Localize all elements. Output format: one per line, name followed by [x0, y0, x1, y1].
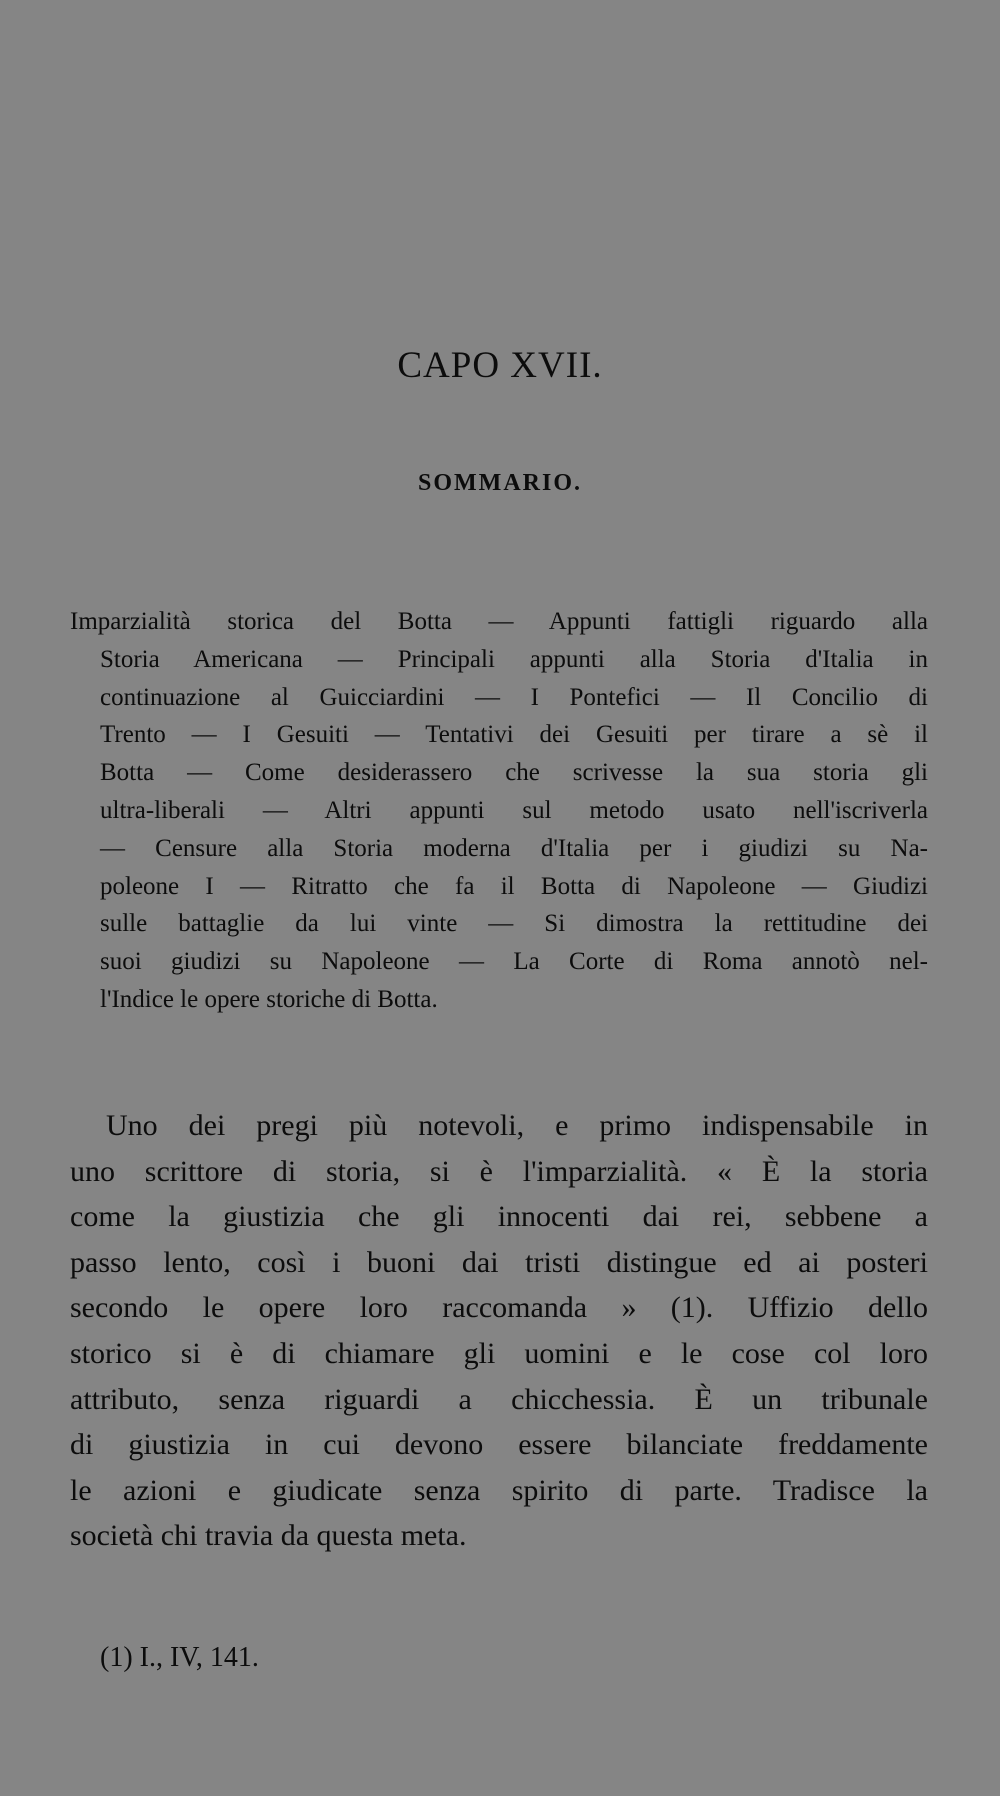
summary-line: Botta — Come desiderassero che scrivesse la sua storia gli — [100, 759, 928, 787]
summary-line: — Censure alla Storia moderna d'Italia per i giudizi su Na- — [100, 834, 928, 862]
body-line: società chi travia da questa meta. — [70, 1519, 467, 1553]
chapter-title: CAPO XVII. — [397, 345, 603, 386]
summary-line: poleone I — Ritratto che fa il Botta di Napoleone — Giudizi — [100, 872, 928, 900]
body-line: uno scrittore di storia, si è l'imparzialità. « È la storia — [70, 1154, 928, 1188]
summary-line: sulle battaglie da lui vinte — Si dimostra la rettitudine dei — [100, 910, 928, 938]
summary-line: suoi giudizi su Napoleone — La Corte di Roma annotò nel- — [100, 948, 928, 976]
summary-line: Imparzialità storica del Botta — Appunti fattigli riguardo alla — [70, 608, 928, 635]
body-line: storico si è di chiamare gli uomini e le cose col loro — [70, 1336, 928, 1370]
summary-line: Storia Americana — Principali appunti alla Storia d'Italia in — [100, 645, 928, 673]
summary-line: Trento — I Gesuiti — Tentativi dei Gesuiti per tirare a sè il — [100, 721, 928, 749]
footnote: (1) I., IV, 141. — [100, 1642, 259, 1673]
summary-paragraph — [70, 603, 928, 1019]
body-line: di giustizia in cui devono essere bilanciate freddamente — [70, 1428, 928, 1462]
body-line: attributo, senza riguardi a chicchessia. È un tribunale — [70, 1382, 928, 1416]
body-line: Uno dei pregi più notevoli, e primo indispensabile in — [106, 1109, 928, 1142]
body-line: secondo le opere loro raccomanda » (1). Uffizio dello — [70, 1291, 928, 1325]
body-line: come la giustizia che gli innocenti dai rei, sebbene a — [70, 1200, 928, 1234]
summary-line: l'Indice le opere storiche di Botta. — [100, 985, 438, 1013]
body-line: le azioni e giudicate senza spirito di parte. Tradisce la — [70, 1473, 928, 1507]
body-paragraph — [70, 1103, 928, 1559]
summary-line: ultra-liberali — Altri appunti sul metodo usato nell'iscriverla — [100, 796, 928, 824]
summary-line: continuazione al Guicciardini — I Pontefici — Il Concilio di — [100, 683, 928, 711]
summary-heading: SOMMARIO. — [418, 470, 582, 496]
body-line: passo lento, così i buoni dai tristi distingue ed ai posteri — [70, 1245, 928, 1279]
